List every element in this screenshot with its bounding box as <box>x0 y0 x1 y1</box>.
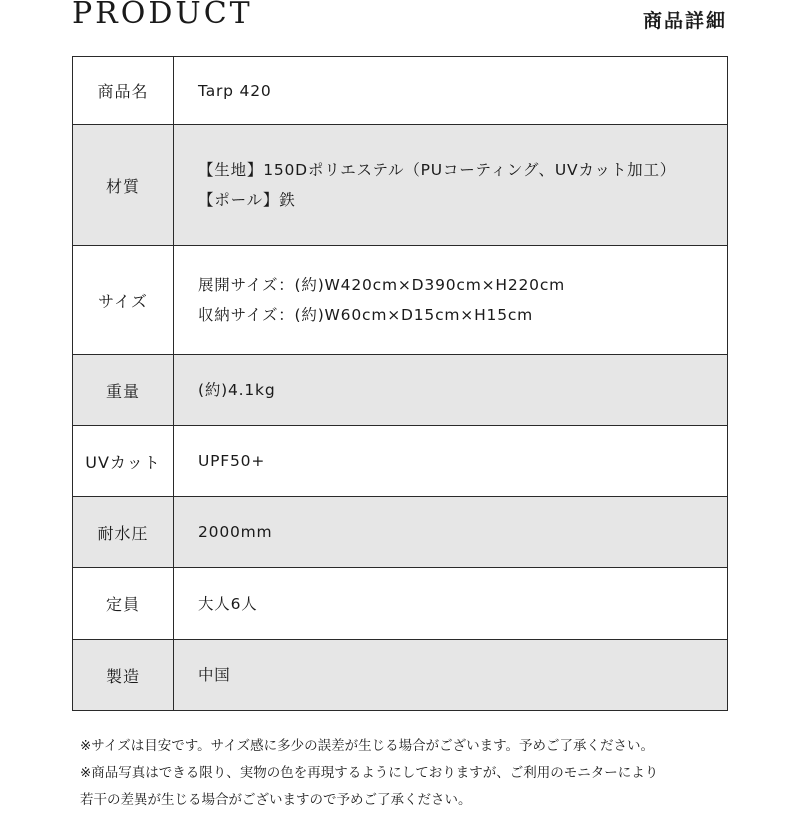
spec-label: 商品名 <box>73 57 174 124</box>
product-heading: PRODUCT <box>72 0 253 31</box>
spec-value <box>198 497 717 567</box>
spec-table <box>72 56 728 711</box>
spec-label: 定員 <box>73 568 174 639</box>
spec-row-weight <box>73 355 727 426</box>
spec-label: 耐水圧 <box>73 497 174 567</box>
spec-value-line: UPF50+ <box>198 452 266 470</box>
spec-value-line: Tarp 420 <box>198 81 272 100</box>
note-line: ※サイズは目安です。サイズ感に多少の誤差が生じる場合がございます。予めご了承ください。 <box>80 738 654 754</box>
spec-value-line: 2000mm <box>198 523 273 541</box>
spec-value-line: 【生地】150Dポリエステル（PUコーティング、UVカット加工） <box>198 161 677 179</box>
spec-value-line: 中国 <box>198 666 231 684</box>
spec-value <box>198 568 717 639</box>
spec-value <box>198 246 717 354</box>
spec-row-product-name <box>73 57 727 125</box>
notes <box>80 733 740 814</box>
spec-row-origin <box>73 640 727 710</box>
spec-value <box>198 125 717 245</box>
spec-value-line: 展開サイズ：(約)W420cm×D390cm×H220cm <box>198 276 566 294</box>
spec-value-line: (約)4.1kg <box>198 381 276 399</box>
spec-row-capacity <box>73 568 727 640</box>
spec-label: 材質 <box>73 125 174 245</box>
spec-row-size <box>73 246 727 355</box>
spec-label: UVカット <box>73 426 174 496</box>
spec-value-line: 【ポール】鉄 <box>198 191 296 209</box>
spec-label: 重量 <box>73 355 174 425</box>
spec-value <box>198 426 717 496</box>
spec-value <box>198 57 717 124</box>
page-header <box>0 0 800 40</box>
spec-row-water-pressure <box>73 497 727 568</box>
note-line: ※商品写真はできる限り、実物の色を再現するようにしておりますが、ご利用のモニターにより <box>80 765 659 781</box>
spec-row-uv-cut <box>73 426 727 497</box>
spec-label: 製造 <box>73 640 174 710</box>
spec-value-line: 収納サイズ：(約)W60cm×D15cm×H15cm <box>198 306 534 324</box>
spec-value-line: 大人6人 <box>198 594 258 613</box>
spec-value <box>198 355 717 425</box>
spec-row-material <box>73 125 727 246</box>
spec-label: サイズ <box>73 246 174 354</box>
spec-value <box>198 640 717 710</box>
product-details-heading: 商品詳細 <box>642 10 727 32</box>
note-line: 若干の差異が生じる場合がございますので予めご了承ください。 <box>80 792 472 808</box>
